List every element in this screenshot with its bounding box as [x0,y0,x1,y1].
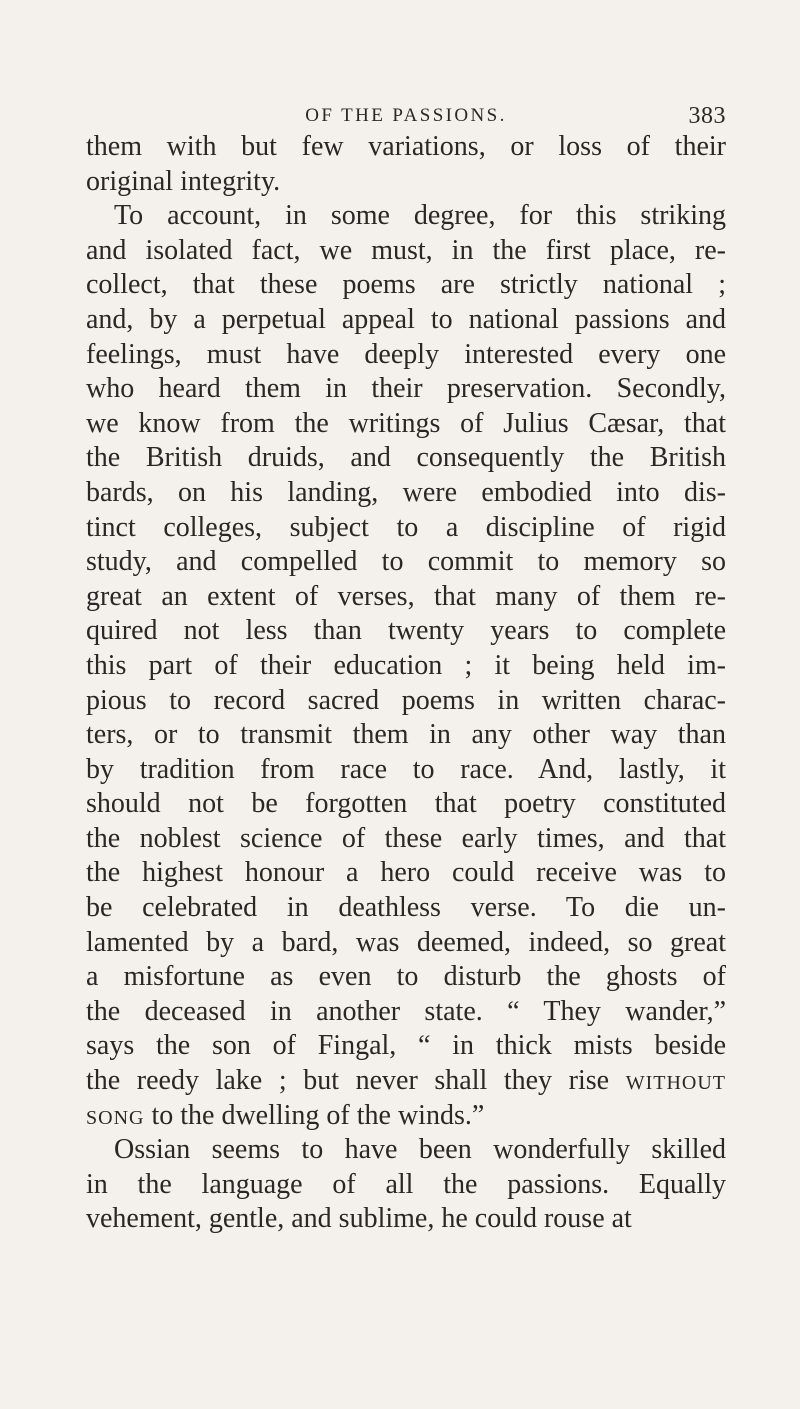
text-line: collect, that these poems are strictly national ; [86,269,726,301]
text-line: the noblest science of these early times, and that [86,822,726,854]
paragraph-start-line: Ossian seems to have been wonderfully skilled [114,1134,726,1166]
text-line-with-small-caps [86,1064,726,1099]
text-line: bards, on his landing, were embodied into dis- [86,476,726,508]
text-line: quired not less than twenty years to complete [86,615,726,647]
running-head: OF THE PASSIONS. [305,105,507,126]
text-line: original integrity. [86,165,281,197]
page-header [86,103,726,133]
text-line: and, by a perpetual appeal to national passions and [86,303,726,335]
page-number: 383 [688,103,726,129]
text-line: says the son of Fingal, “ in thick mists beside [86,1030,726,1062]
text-line: the highest honour a hero could receive was to [86,857,726,889]
text-segment: to the dwelling of the winds.” [151,1099,485,1131]
text-line: lamented by a bard, was deemed, indeed, so great [86,926,726,958]
text-line: who heard them in their preservation. Secondly, [86,373,726,405]
text-line: feelings, must have deeply interested every one [86,338,726,370]
text-line: pious to record sacred poems in written charac- [86,684,726,716]
text-segment: the reedy lake ; but never shall they rise [86,1065,610,1097]
text-line: study, and compelled to commit to memory so [86,546,726,578]
text-line: the deceased in another state. “ They wander,” [86,995,726,1027]
text-line: tinct colleges, subject to a discipline of rigid [86,511,726,543]
body-text [86,130,726,1237]
text-line: should not be forgotten that poetry constituted [86,788,726,820]
small-caps-word: song [86,1099,145,1131]
text-line: this part of their education ; it being held im- [86,649,726,681]
small-caps-word: without [625,1065,727,1097]
text-line: be celebrated in deathless verse. To die un- [86,892,726,924]
text-line: ters, or to transmit them in any other way than [86,719,726,751]
text-line: great an extent of verses, that many of them re- [86,580,726,612]
text-line: the British druids, and consequently the British [86,442,726,474]
text-line: and isolated fact, we must, in the first place, re- [86,234,726,266]
text-line-with-small-caps [86,1099,726,1134]
text-line: in the language of all the passions. Equally [86,1168,726,1200]
text-line: vehement, gentle, and sublime, he could rouse at [86,1203,632,1235]
text-line: we know from the writings of Julius Cæsar, that [86,407,726,439]
text-line: by tradition from race to race. And, lastly, it [86,753,726,785]
text-line: a misfortune as even to disturb the ghosts of [86,961,726,993]
paragraph-start-line: To account, in some degree, for this striking [114,200,726,232]
text-line: them with but few variations, or loss of their [86,131,726,162]
